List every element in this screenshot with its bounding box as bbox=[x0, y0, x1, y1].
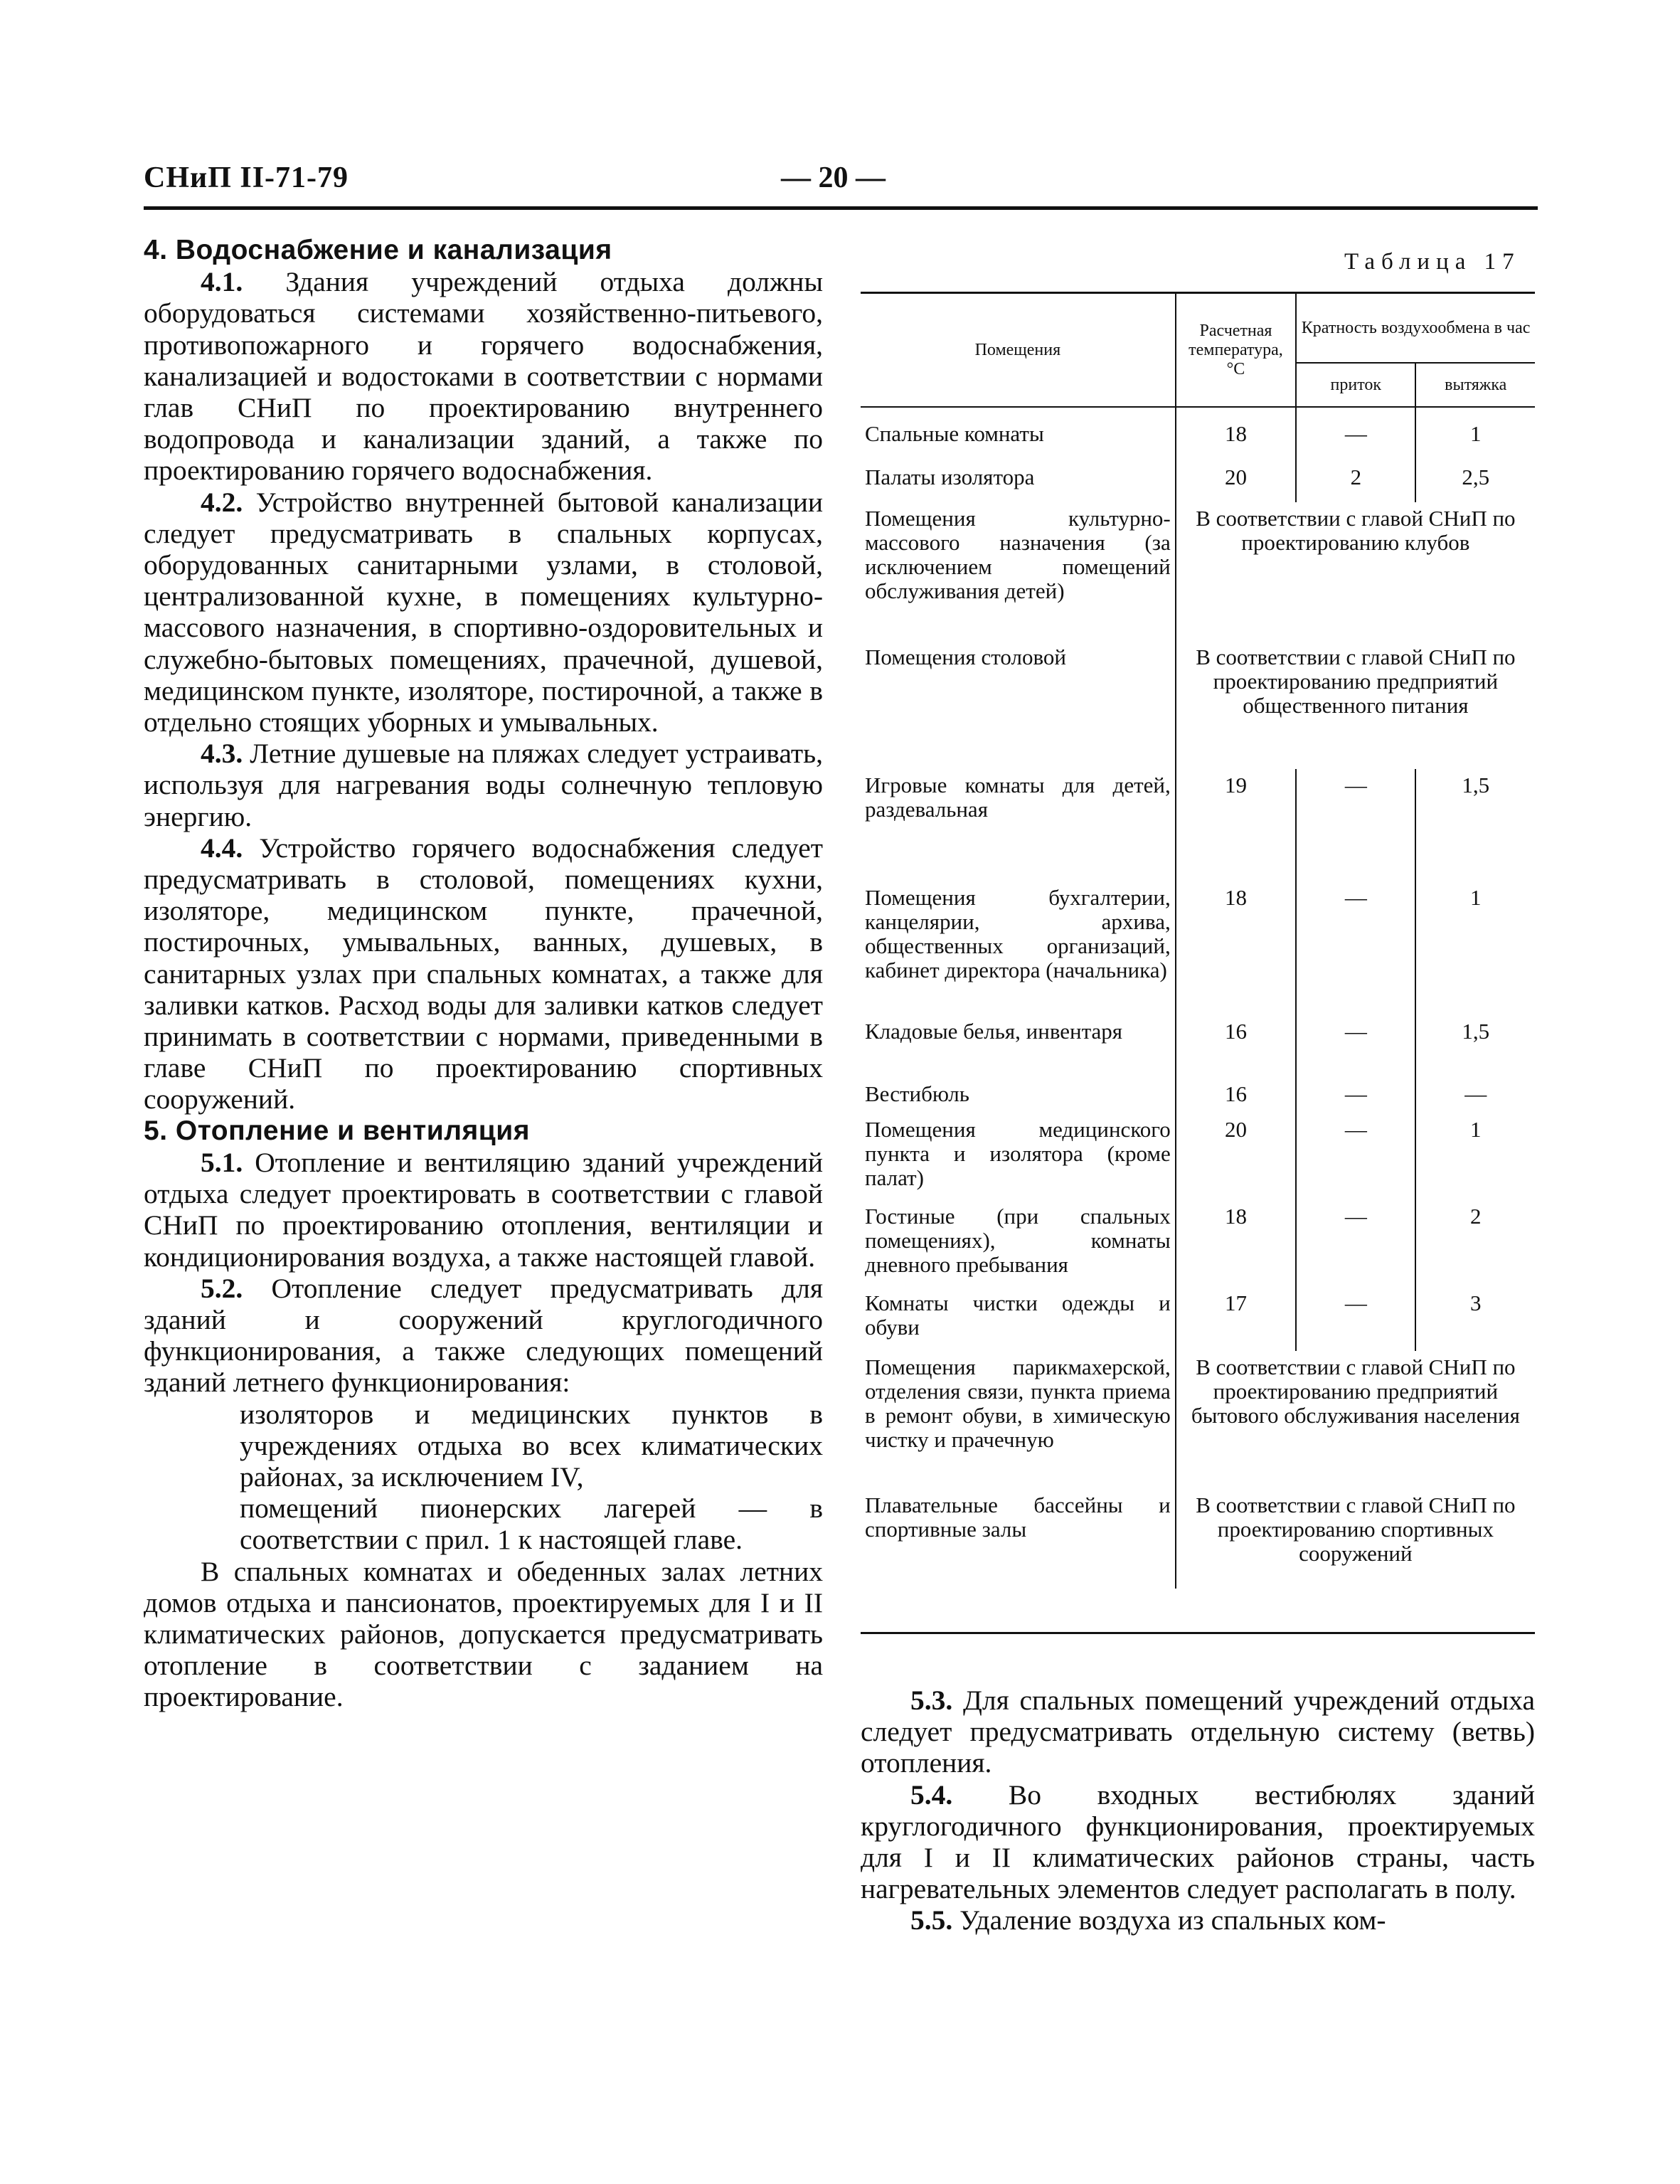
row-supply: — bbox=[1296, 1113, 1415, 1200]
table-bottom-rule bbox=[861, 1632, 1535, 1634]
row-supply: — bbox=[1296, 1015, 1415, 1078]
paragraph-5-1 bbox=[144, 1147, 823, 1273]
paragraph-text: Здания учреждений отдыха должны оборудоваться системами хозяйственно-питьевого, противопожарного и горячего водоснабжения, канализацией и водостоками в соответствии с нормами глав СНиП по проектированию внутреннего водопровода и канализации зданий, а также по проектированию горячего водоснабжения. bbox=[144, 266, 823, 487]
paragraph-number: 5.3. bbox=[910, 1685, 953, 1716]
row-temp: 18 bbox=[1176, 1200, 1296, 1287]
row-temp: 20 bbox=[1176, 1113, 1296, 1200]
paragraph-text: Отопление и вентиляцию зданий учреждений отдыха следует проектировать в соответствии с главой СНиП по проектированию отопления, вентиляции и кондиционирования воздуха, а также настоящей главой. bbox=[144, 1146, 823, 1273]
row-exhaust: — bbox=[1464, 1081, 1487, 1106]
row-note: В соответствии с главой СНиП по проектированию предприятий бытового обслуживания населения bbox=[1191, 1355, 1520, 1428]
table-row bbox=[861, 1489, 1535, 1589]
paragraph-5-3 bbox=[861, 1685, 1535, 1779]
paragraph-5-2-tail: В спальных комнатах и обеденных залах летних домов отдыха и пансионатов, проектируемых для I и II климатических районов, допускается предусматривать отопление в соответствии с заданием на проектирование. bbox=[144, 1555, 823, 1713]
paragraph-number: 4.2. bbox=[201, 486, 243, 518]
row-supply: — bbox=[1296, 881, 1415, 1015]
paragraph-number: 5.4. bbox=[910, 1779, 953, 1811]
paragraph-text: Для спальных помещений учреждений отдыха следует предусматривать отдельную систему (ветвь) отопления. bbox=[861, 1685, 1535, 1779]
paragraph-4-2 bbox=[144, 487, 823, 738]
row-exhaust: 1,5 bbox=[1462, 773, 1490, 797]
table-row bbox=[861, 1200, 1535, 1287]
paragraph-text: Летние душевые на пляжах следует устраивать, используя для нагревания воды солнечную тепловую энергию. bbox=[144, 738, 824, 832]
paragraph-4-1 bbox=[144, 266, 823, 486]
table-row bbox=[861, 1015, 1535, 1078]
paragraph-text: Отопление следует предусматривать для зданий и сооружений круглогодичного функционирования, а также следующих помещений зданий летнего функционирования: bbox=[144, 1272, 823, 1399]
row-supply: — bbox=[1296, 1287, 1415, 1351]
row-room: Палаты изолятора bbox=[861, 457, 1176, 502]
paragraph-number: 5.1. bbox=[201, 1146, 243, 1178]
row-note: В соответствии с главой СНиП по проектированию предприятий общественного питания bbox=[1196, 645, 1516, 718]
paragraph-5-5 bbox=[861, 1904, 1535, 1936]
paragraph-5-2 bbox=[144, 1273, 823, 1399]
sublist-item: изоляторов и медицинских пунктов в учреждениях отдыха во всех климатических районах, за исключением IV, bbox=[240, 1398, 823, 1493]
header-supply: приток bbox=[1296, 363, 1415, 407]
row-room: Помещения бухгалтерии, канцелярии, архива, общественных организаций, кабинет директора (начальника) bbox=[861, 881, 1176, 1015]
paragraph-5-2-sublist bbox=[144, 1399, 823, 1556]
row-room: Спальные комнаты bbox=[861, 407, 1176, 457]
page-number: — 20 — bbox=[781, 161, 886, 194]
table-row bbox=[861, 407, 1535, 457]
paragraph-4-4 bbox=[144, 832, 823, 1115]
paragraph-4-3 bbox=[144, 738, 823, 832]
paragraph-text: Во входных вестибюлях зданий круглогодичного функционирования, проектируемых для I и II климатических районов страны, часть нагревательных элементов следует располагать в полу. bbox=[861, 1779, 1535, 1905]
row-temp: 16 bbox=[1176, 1078, 1296, 1113]
row-room: Комнаты чистки одежды и обуви bbox=[861, 1287, 1176, 1351]
row-supply: — bbox=[1296, 407, 1415, 457]
row-exhaust: 3 bbox=[1469, 1290, 1482, 1315]
row-room: Кладовые белья, инвентаря bbox=[861, 1015, 1176, 1078]
row-temp: 16 bbox=[1176, 1015, 1296, 1078]
row-room: Помещения парикмахерской, отделения связи, пункта приема в ремонт обуви, в химическую чистку и прачечную bbox=[861, 1351, 1176, 1489]
row-supply: — bbox=[1296, 1078, 1415, 1113]
row-note: В соответствии с главой СНиП по проектированию клубов bbox=[1196, 506, 1516, 555]
paragraph-number: 4.4. bbox=[201, 832, 243, 864]
header-room: Помещения bbox=[861, 293, 1176, 408]
row-room: Вестибюль bbox=[861, 1078, 1176, 1113]
table-17 bbox=[861, 292, 1535, 1589]
row-exhaust: 1 bbox=[1469, 885, 1482, 910]
row-room: Помещения медицинского пункта и изолятора (кроме палат) bbox=[861, 1113, 1176, 1200]
paragraph-number: 4.3. bbox=[201, 738, 243, 770]
paragraph-5-4 bbox=[861, 1779, 1535, 1905]
paragraph-text: Устройство горячего водоснабжения следует предусматривать в столовой, помещениях кухни, изоляторе, медицинском пункте, прачечной, постирочных, умывальных, ванных, душевых, в санитарных узлах при спальных комнатах, а также для заливки катков. Расход воды для заливки катков следует принимать в соответствии с нормами, приведенными в главе СНиП по проектированию спортивных сооружений. bbox=[144, 832, 824, 1115]
row-exhaust: 1 bbox=[1469, 421, 1482, 446]
row-room: Игровые комнаты для детей, раздевальная bbox=[861, 769, 1176, 881]
row-supply: — bbox=[1296, 1200, 1415, 1287]
paragraph-number: 5.5. bbox=[910, 1904, 953, 1936]
sublist-item: помещений пионерских лагерей — в соответствии с прил. 1 к настоящей главе. bbox=[240, 1493, 823, 1556]
paragraph-number: 5.2. bbox=[201, 1272, 243, 1304]
paragraph-text: Устройство внутренней бытовой канализации следует предусматривать в спальных корпусах, оборудованных санитарными узлами, в столовой, централизованной кухне, в помещениях культурно-массового назначения, в спортивно-оздоровительных и служебно-бытовых помещениях, прачечной, душевой, медицинском пункте, изоляторе, постирочной, а также в отдельно стоящих уборных и умывальных. bbox=[144, 486, 824, 738]
table-row bbox=[861, 1078, 1535, 1113]
header-exchange: Кратность воздухообмена в час bbox=[1296, 293, 1535, 364]
row-temp: 17 bbox=[1176, 1287, 1296, 1351]
row-temp: 19 bbox=[1176, 769, 1296, 881]
row-temp: 20 bbox=[1176, 457, 1296, 502]
row-exhaust: 2,5 bbox=[1462, 465, 1490, 489]
row-exhaust: 1,5 bbox=[1462, 1019, 1490, 1044]
row-room: Помещения культурно-массового назначения (за исключением помещений обслуживания детей) bbox=[861, 502, 1176, 641]
row-supply: 2 bbox=[1296, 457, 1415, 502]
table-row bbox=[861, 769, 1535, 881]
row-exhaust: 1 bbox=[1469, 1117, 1482, 1142]
header-rule bbox=[144, 206, 1538, 210]
table-row bbox=[861, 1113, 1535, 1200]
table-row bbox=[861, 502, 1535, 641]
right-column bbox=[861, 1685, 1535, 1936]
section-5-title: 5. Отопление и вентиляция bbox=[144, 1115, 530, 1146]
table-row bbox=[861, 457, 1535, 502]
table-caption: Таблица 17 bbox=[1344, 249, 1521, 275]
table-row bbox=[861, 1351, 1535, 1489]
table-row bbox=[861, 1287, 1535, 1351]
row-note: В соответствии с главой СНиП по проектированию спортивных сооружений bbox=[1196, 1493, 1516, 1566]
header-exhaust: вытяжка bbox=[1415, 363, 1535, 407]
row-room: Плавательные бассейны и спортивные залы bbox=[861, 1489, 1176, 1589]
table-row bbox=[861, 641, 1535, 769]
row-temp: 18 bbox=[1176, 407, 1296, 457]
left-column bbox=[144, 235, 823, 1713]
row-room: Помещения столовой bbox=[861, 641, 1176, 769]
paragraph-text: Удаление воздуха из спальных ком- bbox=[959, 1904, 1386, 1936]
document-code: СНиП II-71-79 bbox=[144, 161, 349, 194]
paragraph-number: 4.1. bbox=[201, 266, 243, 298]
row-room: Гостиные (при спальных помещениях), комнаты дневного пребывания bbox=[861, 1200, 1176, 1287]
table-row bbox=[861, 881, 1535, 1015]
header-temp: Расчетная температура, °С bbox=[1176, 293, 1296, 408]
section-4-title: 4. Водоснабжение и канализация bbox=[144, 235, 612, 265]
row-supply: — bbox=[1296, 769, 1415, 881]
row-temp: 18 bbox=[1176, 881, 1296, 1015]
row-exhaust: 2 bbox=[1469, 1204, 1482, 1229]
